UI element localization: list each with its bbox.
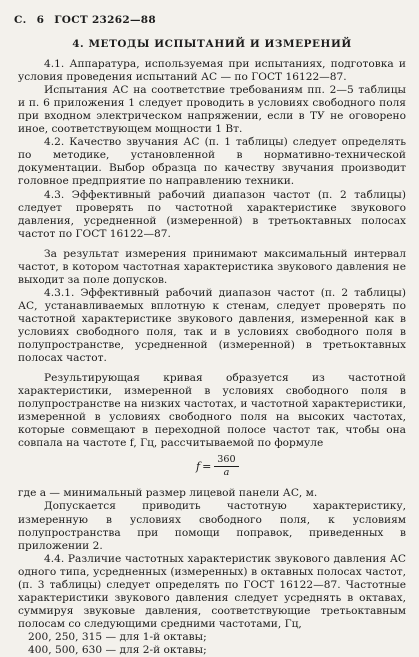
paragraph: Испытания АС на соответствие требованиям пп. 2—5 таблицы и п. 6 приложения 1 следует проводить в условиях свободного поля при входном электрическом напряжении, если в ТУ не оговорено иное, соответствующем мощности 1 Вт. <box>18 84 406 136</box>
list-item: 400, 500, 630 — для 2-й октавы; <box>28 643 207 656</box>
formula-fraction <box>214 454 238 479</box>
page-header <box>14 14 166 26</box>
paragraph: Результирующая кривая образуется из частотной характеристики, измеренной в условиях свободного поля в полупространстве на низких частотах, и частотной характеристики, измеренной в условиях свободного поля на высоких частотах, которые совмещают в переходной полосе частот так, чтобы она совпала на частоте f, Гц, рассчитываемой по формуле <box>18 372 406 450</box>
paragraph-4-3: 4.3. Эффективный рабочий диапазон частот (п. 2 таблицы) следует проверять по частотной характеристике звукового давления, усредненной (измеренной) в третьоктавных полосах частот по ГОСТ 16122—87. <box>18 188 406 240</box>
formula-block <box>18 452 406 486</box>
paragraph-4-1: 4.1. Аппаратура, используемая при испытаниях, подготовка и условия проведения испытаний АС — по ГОСТ 16122—87. <box>18 58 406 84</box>
paragraph: Допускается приводить частотную характеристику, измеренную в условиях свободного поля, к условиям полупространства при помощи поправок, приведенных в приложении 2. <box>18 500 406 552</box>
formula-lhs: f <box>196 460 201 474</box>
paragraph-4-4: 4.4. Различие частотных характеристик звукового давления АС одного типа, усредненных (измеренных) в октавных полосах частот, (п. 3 таблицы) следует определять по ГОСТ 16122—87. Частотные характеристики звукового давления следует усреднять в октавах, суммируя звуковые давления, соответствующие третьоктавным полосам со следующими средними частотами, Гц, <box>18 552 406 630</box>
standard-code: ГОСТ 23262—88 <box>54 14 156 26</box>
section-heading: 4. МЕТОДЫ ИСПЫТАНИЙ И ИЗМЕРЕНИЙ <box>72 38 352 50</box>
list-item: 200, 250, 315 — для 1-й октавы; <box>28 630 207 643</box>
formula-explanation: где a — минимальный размер лицевой панели АС, м. <box>18 487 318 500</box>
formula-denominator: a <box>223 467 230 479</box>
paragraph-4-3-1: 4.3.1. Эффективный рабочий диапазон частот (п. 2 таблицы) АС, устанавливаемых вплотную к стенам, следует проверять по частотной характеристике звукового давления, измеренной как в условиях свободного поля, так и в условиях свободного поля в полупространстве, усредненной (измеренной) в третьоктавных полосах частот. <box>18 286 406 365</box>
page-body <box>18 38 406 657</box>
formula-equals: = <box>202 460 212 474</box>
paragraph-4-2: 4.2. Качество звучания АС (п. 1 таблицы) следует определять по методике, установленной в нормативно-технической документации. Выбор образца по качеству звучания производит головное предприятие по направлению техники. <box>18 136 406 188</box>
page-prefix: С. <box>14 14 27 26</box>
formula-numerator: 360 <box>214 454 238 467</box>
paragraph: За результат измерения принимают максимальный интервал частот, в котором частотная характеристика звукового давления не выходит за поле допусков. <box>18 247 406 286</box>
page-number: 6 <box>36 14 45 26</box>
formula <box>196 454 239 479</box>
